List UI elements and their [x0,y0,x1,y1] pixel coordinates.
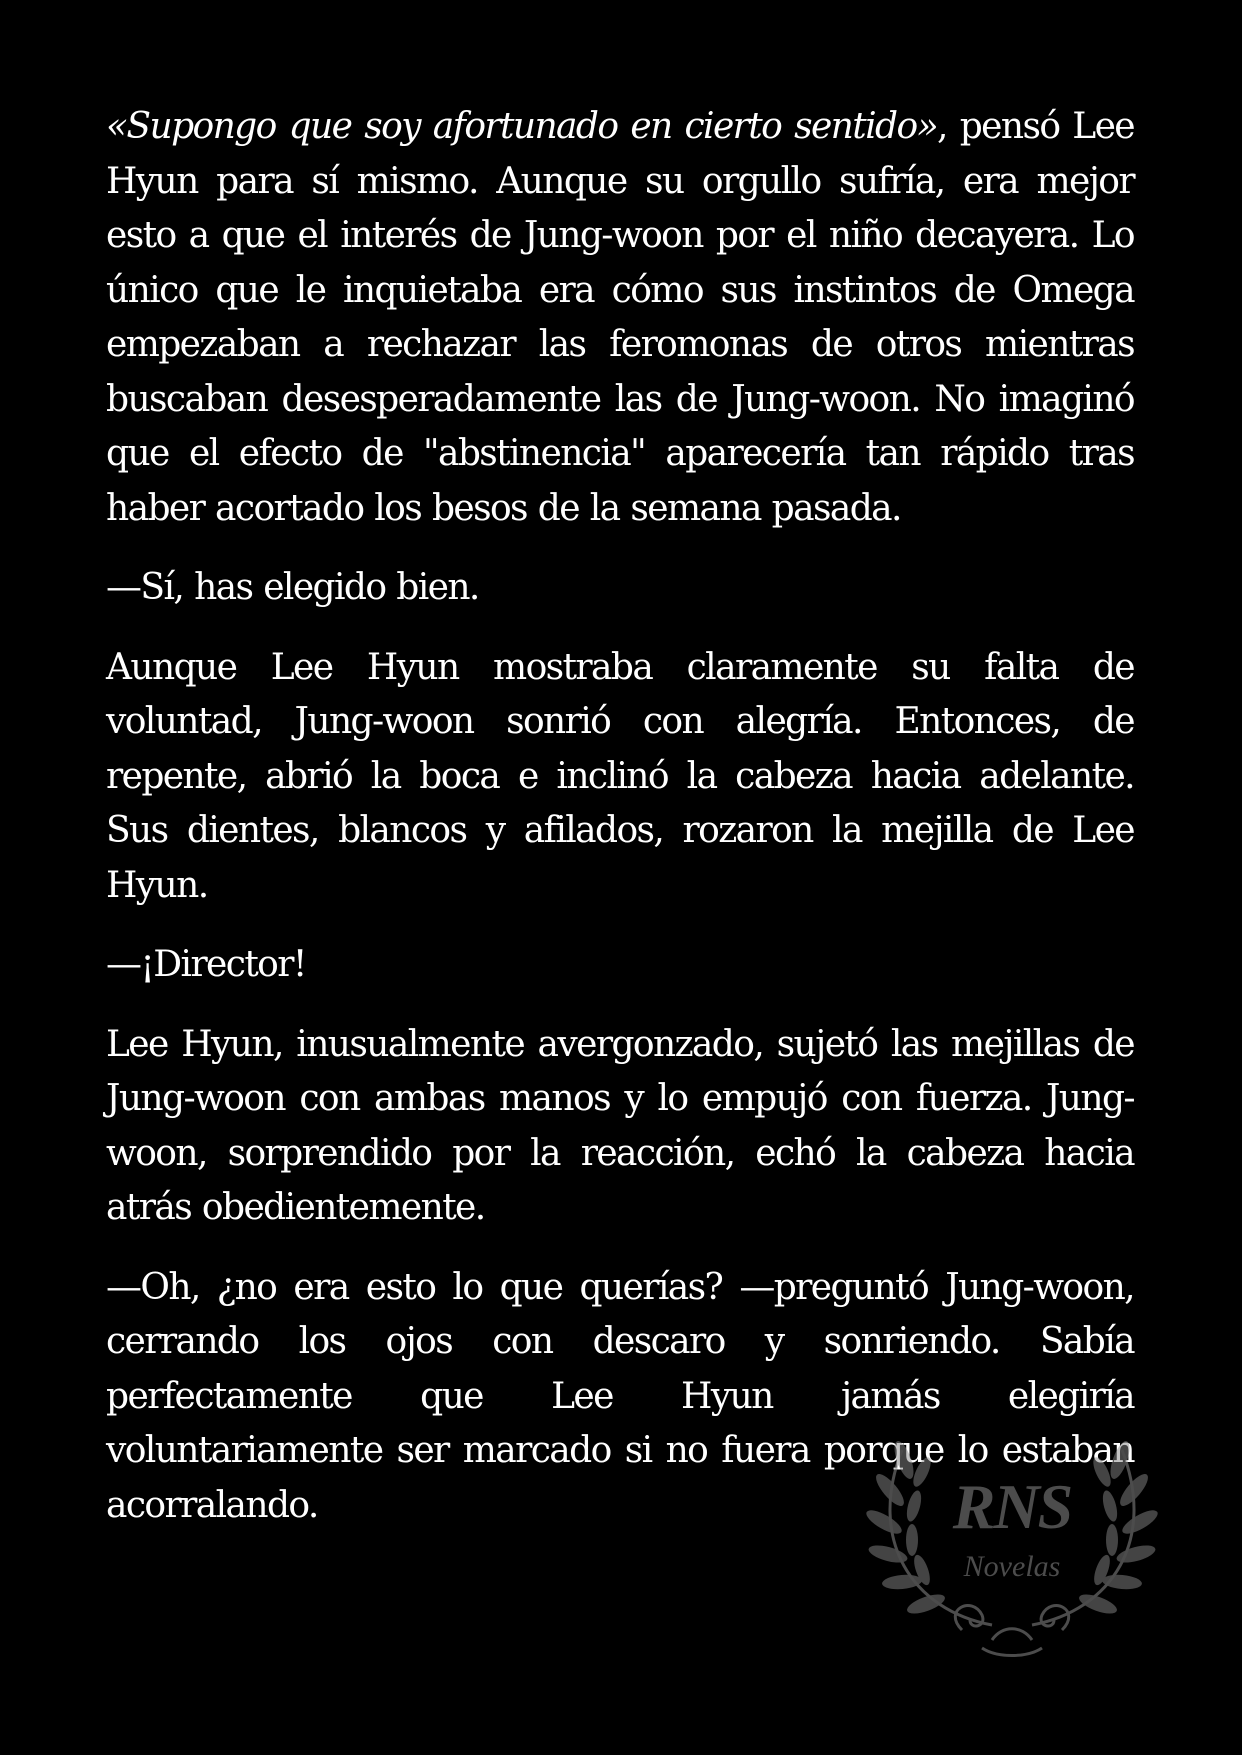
inner-thought: «Supongo que soy afortunado en cierto sentido» [106,106,937,147]
dialogue-line-2: —¡Director! [106,944,306,985]
watermark-logo-text: RNS [952,1471,1072,1542]
document-page [106,100,1134,1558]
paragraph-3: Aunque Lee Hyun mostraba claramente su falta de voluntad, Jung-woon sonrió con alegría. Entonces, de repente, abrió la boca e inclinó la cabeza hacia adelante. Sus dientes, blancos y afilados, rozaron la mejilla de Lee Hyun. [106,646,1134,906]
paragraph-1 [106,100,1134,536]
paragraph-6: —Oh, ¿no era esto lo que querías? —preguntó Jung-woon, cerrando los ojos con descaro y sonriendo. Sabía perfectamente que Lee Hyun jamás elegiría voluntariamente ser marcado si no fuera porque lo estaban acorralando. [106,1266,1134,1526]
watermark-subtitle: Novelas [963,1550,1061,1583]
paragraph-1-text: , pensó Lee Hyun para sí mismo. Aunque su orgullo sufría, era mejor esto a que el interés de Jung-woon por el niño decayera. Lo único que le inquietaba era cómo sus instintos de Omega empezaban a rechazar las feromonas de otros mientras buscaban desesperadamente las de Jung-woon. No imaginó que el efecto de "abstinencia" aparecería tan rápido tras haber acortado los besos de la semana pasada. [106,106,1134,529]
dialogue-line-1: —Sí, has elegido bien. [106,567,479,608]
paragraph-5: Lee Hyun, inusualmente avergonzado, sujetó las mejillas de Jung-woon con ambas manos y lo empujó con fuerza. Jung-woon, sorprendido por la reacción, echó la cabeza hacia atrás obedientemente. [106,1023,1134,1228]
